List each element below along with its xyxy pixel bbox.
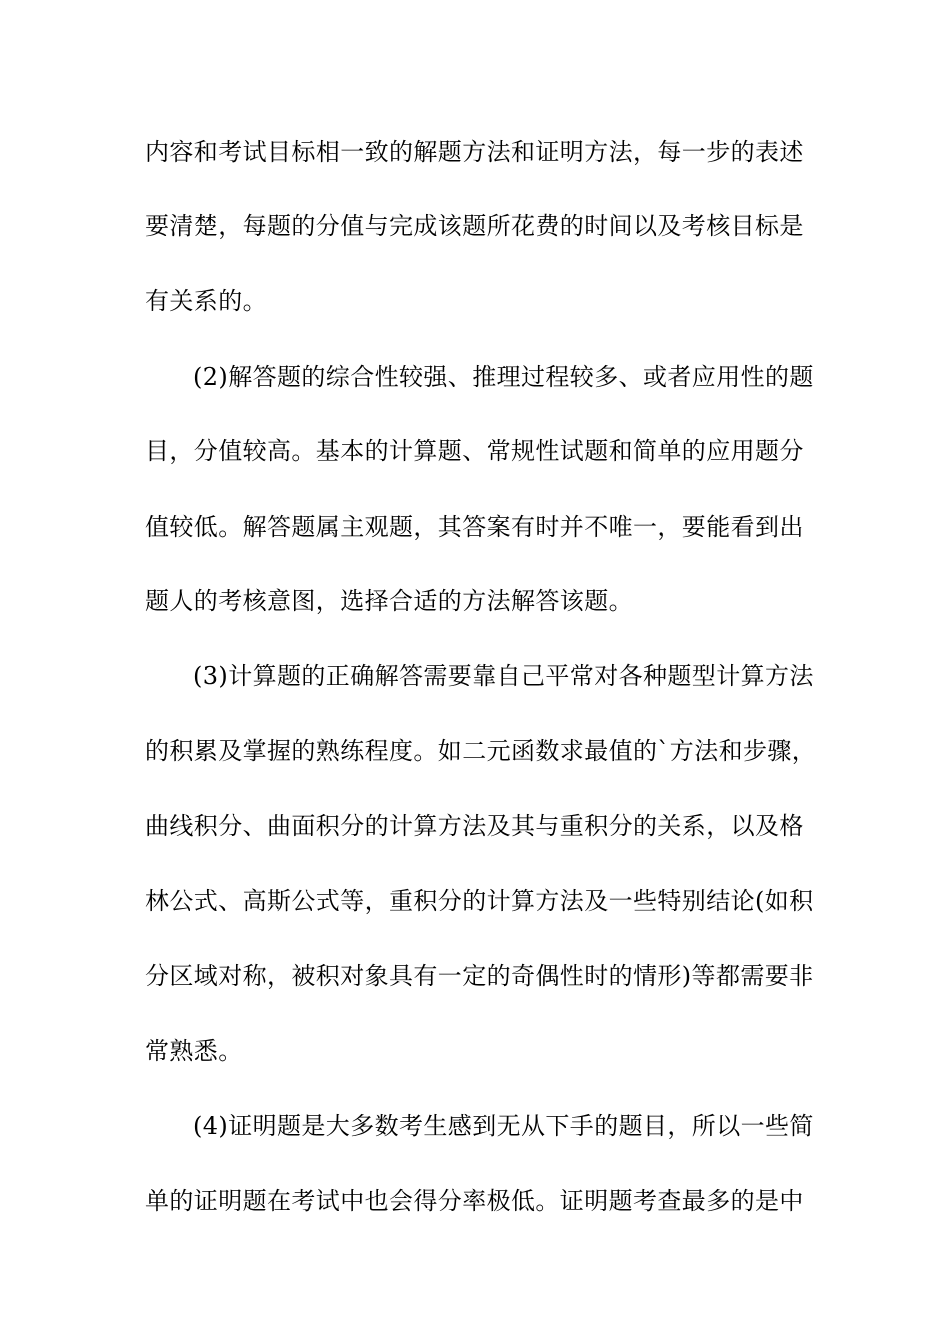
paragraph-start-line: (2)解答题的综合性较强、推理过程较多、或者应用性的题	[193, 363, 814, 391]
text-line: 分区域对称，被积对象具有一定的奇偶性时的情形)等都需要非	[145, 962, 814, 990]
text-line: 曲线积分、曲面积分的计算方法及其与重积分的关系，以及格	[145, 812, 804, 840]
text-line: 有关系的。	[145, 287, 267, 315]
text-line: 题人的考核意图，选择合适的方法解答该题。	[145, 587, 633, 615]
text-line: 的积累及掌握的熟练程度。如二元函数求最值的`方法和步骤，	[145, 737, 817, 765]
text-line: 要清楚，每题的分值与完成该题所花费的时间以及考核目标是	[145, 212, 804, 240]
text-line: 值较低。解答题属主观题，其答案有时并不唯一，要能看到出	[145, 513, 804, 541]
text-line: 林公式、高斯公式等，重积分的计算方法及一些特别结论(如积	[145, 887, 814, 915]
paragraph-start-line: (3)计算题的正确解答需要靠自己平常对各种题型计算方法	[193, 662, 814, 690]
paragraph-start-line: (4)证明题是大多数考生感到无从下手的题目，所以一些简	[193, 1112, 814, 1140]
text-line: 单的证明题在考试中也会得分率极低。证明题考查最多的是中	[145, 1187, 804, 1215]
text-line: 目，分值较高。基本的计算题、常规性试题和简单的应用题分	[145, 437, 804, 465]
text-line: 内容和考试目标相一致的解题方法和证明方法，每一步的表述	[145, 138, 804, 166]
text-line: 常熟悉。	[145, 1037, 243, 1065]
